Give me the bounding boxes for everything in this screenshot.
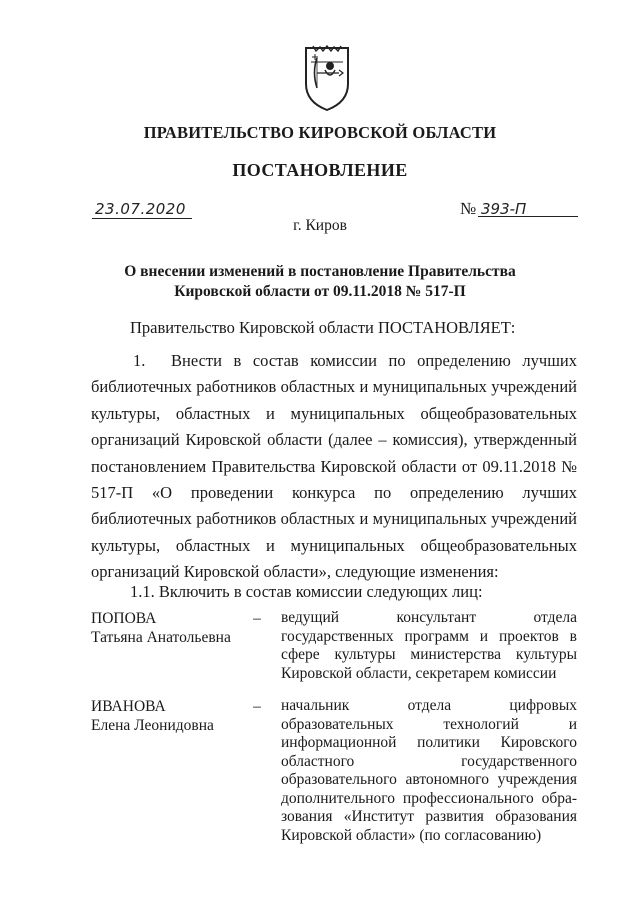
member-dash: – bbox=[253, 698, 261, 715]
number-sign: № bbox=[460, 199, 477, 218]
subject-line-2: Кировской области от 09.11.2018 № 517-П bbox=[174, 283, 466, 300]
government-title: ПРАВИТЕЛЬСТВО КИРОВСКОЙ ОБЛАСТИ bbox=[143, 123, 497, 142]
member-position: ведущий консультант отдела государственных программ и проектов в сфере культуры министерства культуры Кировской области, секретарем комиссии bbox=[281, 609, 577, 682]
kirov-coat-of-arms-icon bbox=[303, 44, 351, 112]
member-surname: ПОПОВА bbox=[91, 610, 157, 627]
member-given-names: Татьяна Анатольевна bbox=[91, 629, 231, 646]
member-surname: ИВАНОВА bbox=[91, 698, 166, 715]
item-1-1: 1.1. Включить в состав комиссии следующих лиц: bbox=[130, 582, 483, 601]
document-number: 393-П bbox=[481, 200, 527, 218]
subject-line-1: О внесении изменений в постановление Правительства bbox=[124, 263, 516, 280]
member-dash: – bbox=[253, 610, 261, 627]
member-given-names: Елена Леонидовна bbox=[91, 717, 214, 734]
member-position: начальник отдела цифровых образовательных технологий и информационной политики Кировского областного государственного образовательного автономного учреждения дополнительного профессионального обра-зования «Институт развития образования Кировской области» (по согласованию) bbox=[281, 697, 577, 844]
member-name bbox=[91, 697, 261, 735]
city: г. Киров bbox=[293, 217, 347, 234]
item-1-text: Внести в состав комиссии по определению лучших библиотечных работников областных и муниципальных учреждений культуры, областных и муниципальных общеобразовательных организаций Кировской области (далее – комиссия), утвержденный постановлением Правительства Кировской области от 09.11.2018 № 517-П «О проведении конкурса по определению лучших библиотечных работников областных и муниципальных учреждений культуры, областных и муниципальных общеобразовательных организаций Кировской области», следующие изменения: bbox=[91, 351, 577, 582]
document-subject bbox=[0, 262, 640, 302]
document-date: 23.07.2020 bbox=[95, 200, 186, 218]
item-1-paragraph bbox=[91, 348, 577, 586]
member-name bbox=[91, 609, 261, 647]
preamble: Правительство Кировской области ПОСТАНОВЛЯЕТ: bbox=[130, 318, 516, 337]
item-1-number: 1. bbox=[133, 351, 146, 370]
document-type: ПОСТАНОВЛЕНИЕ bbox=[232, 160, 408, 180]
